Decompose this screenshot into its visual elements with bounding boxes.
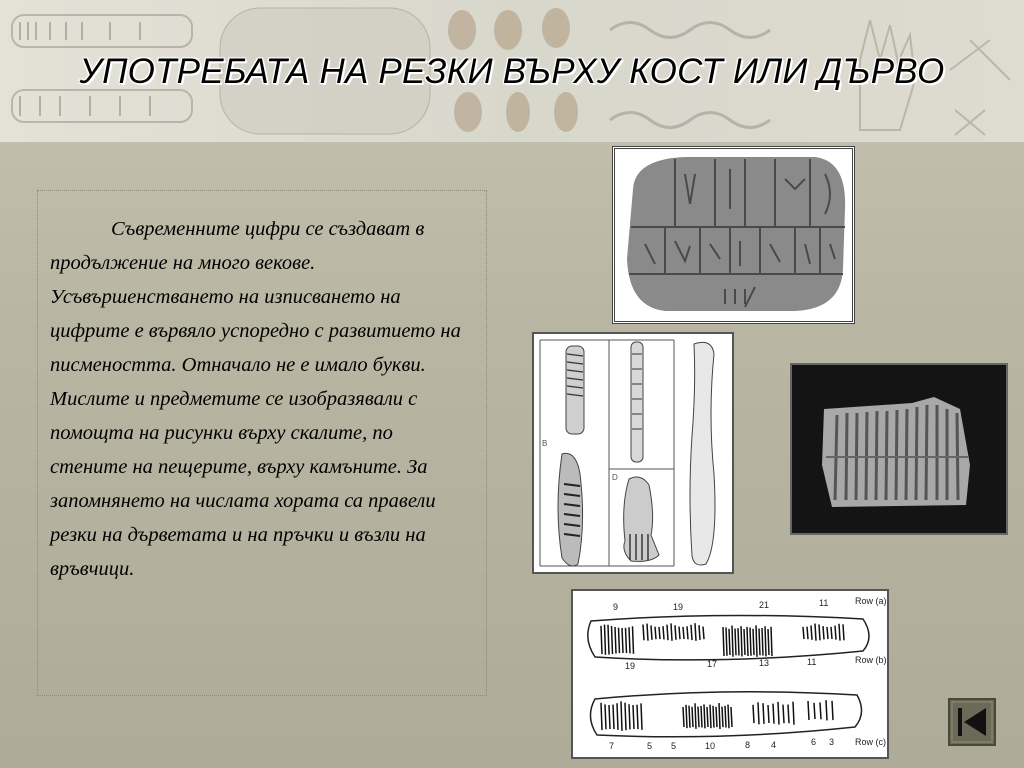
tally-mark <box>615 627 616 653</box>
row-b-number: 13 <box>759 658 770 668</box>
clay-tablet-image <box>612 146 855 324</box>
tally-mark <box>659 627 660 639</box>
tally-mark <box>687 626 688 639</box>
row-a-number: 21 <box>759 600 770 610</box>
tally-mark <box>710 705 711 729</box>
tally-mark <box>629 704 630 729</box>
row-c-number: 5 <box>647 741 653 751</box>
tally-mark <box>725 706 726 728</box>
tally-mark <box>699 625 700 640</box>
tally-mark <box>617 703 618 730</box>
tally-mark <box>823 626 824 639</box>
tally-mark <box>771 627 772 656</box>
tally-mark <box>741 626 742 656</box>
clay-tablet-drawing <box>615 149 852 321</box>
tally-mark <box>826 700 827 720</box>
tally-mark <box>637 705 638 730</box>
tally-mark <box>722 707 723 727</box>
tally-mark <box>831 627 832 639</box>
tally-mark <box>827 627 828 639</box>
tally-mark <box>835 626 836 640</box>
tally-mark <box>811 625 812 639</box>
tally-mark <box>750 628 751 656</box>
tally-mark <box>793 702 794 725</box>
tally-mark <box>707 707 708 727</box>
tally-mark <box>692 707 693 727</box>
tally-mark <box>815 624 816 641</box>
tally-mark <box>744 629 745 655</box>
tally-mark <box>729 629 730 655</box>
tally-mark <box>732 625 733 656</box>
tally-mark <box>621 701 622 731</box>
tally-mark <box>753 629 754 655</box>
tally-mark <box>807 627 808 639</box>
tally-mark <box>765 626 766 656</box>
tally-mark <box>675 625 676 640</box>
tally-mark <box>726 627 727 655</box>
first-slide-button[interactable] <box>948 698 996 746</box>
tally-mark <box>695 623 696 641</box>
tally-mark <box>608 625 609 655</box>
slide-title: УПОТРЕБАТА НА РЕЗКИ ВЪРХУ КОСТ ИЛИ ДЪРВО <box>79 52 945 91</box>
tally-mark <box>629 627 630 653</box>
tally-mark <box>683 707 684 727</box>
tally-mark <box>605 704 606 729</box>
tally-mark <box>759 629 760 656</box>
row-c-number: 7 <box>609 741 615 751</box>
row-c-number: 6 <box>811 737 817 747</box>
tally-mark <box>609 705 610 729</box>
tally-mark <box>612 626 613 654</box>
row-c-number: 4 <box>771 740 777 750</box>
tally-mark <box>788 705 789 724</box>
tally-mark <box>803 627 804 639</box>
tally-mark <box>703 627 704 640</box>
tally-mark <box>773 704 774 724</box>
tally-tablet-drawing <box>792 365 1006 533</box>
tally-mark <box>601 626 602 654</box>
tally-mark <box>728 705 729 729</box>
tally-mark <box>626 628 627 653</box>
row-b-number: 17 <box>707 659 718 669</box>
tally-mark <box>671 623 672 640</box>
tally-mark <box>768 629 769 655</box>
tally-mark <box>691 625 692 640</box>
tally-mark <box>605 625 606 655</box>
tally-mark <box>808 701 809 720</box>
tally-mark <box>723 627 724 656</box>
tally-mark <box>633 705 634 729</box>
tally-mark <box>625 703 626 730</box>
tally-tablet-photo <box>790 363 1008 535</box>
tally-mark <box>613 705 614 730</box>
row-c-number: 3 <box>829 737 835 747</box>
tally-mark <box>783 705 784 724</box>
bone-label-d: D <box>612 473 618 482</box>
tally-mark <box>820 703 821 720</box>
body-paragraph-text: Съвременните цифри се създават в продължение на много векове. Усъвършенстването на изписването на цифрите е вървяло успоредно с развитието на писмеността. Отначало не е имало букви. Мислите и предметите се изобразявали с помощта на рисунки върху скалите, по стените на пещерите, върху камъните. За запомнянето на числата хората са правели резки на дърветата и на пръчки и възли на връвчици. <box>50 218 461 580</box>
row-b-number: 11 <box>807 657 817 667</box>
row-b-number: 19 <box>625 661 636 671</box>
tally-mark <box>667 625 668 641</box>
row-a-label: Row (a) <box>855 596 887 606</box>
row-a-number: 11 <box>819 598 829 608</box>
first-slide-icon <box>950 700 994 744</box>
ishango-tally-figure <box>571 589 889 759</box>
tally-mark <box>719 703 720 729</box>
tally-mark <box>655 627 656 639</box>
row-c-number: 10 <box>705 741 716 751</box>
tally-mark <box>643 624 644 640</box>
tally-mark <box>619 628 620 653</box>
row-c-number: 5 <box>671 741 677 751</box>
tally-mark <box>843 624 844 640</box>
tally-mark <box>686 705 687 728</box>
tally-mark <box>756 625 757 657</box>
tally-mark <box>738 628 739 655</box>
row-c-label: Row (c) <box>855 737 886 747</box>
row-b-label: Row (b) <box>855 655 887 665</box>
tally-mark <box>778 702 779 725</box>
bone-label-b: B <box>542 439 548 448</box>
tally-mark <box>689 706 690 728</box>
tally-mark <box>713 706 714 728</box>
tally-mark <box>698 707 699 728</box>
tally-mark <box>641 703 642 729</box>
tally-mark <box>695 703 696 729</box>
tally-mark <box>701 706 702 728</box>
tally-mark <box>731 707 732 727</box>
tally-mark <box>651 625 652 639</box>
tally-mark <box>716 707 717 727</box>
tally-mark <box>753 705 754 723</box>
tally-mark <box>814 703 815 719</box>
tally-mark <box>663 626 664 639</box>
tally-mark <box>762 628 763 655</box>
tally-mark <box>763 703 764 724</box>
tally-mark <box>622 628 623 653</box>
tally-mark <box>633 626 634 654</box>
tally-mark <box>679 627 680 640</box>
row-a-number: 9 <box>613 602 619 612</box>
tally-mark <box>647 624 648 641</box>
tally-mark <box>735 628 736 655</box>
tally-mark <box>601 703 602 730</box>
ishango-drawing <box>573 591 887 757</box>
tally-mark <box>839 624 840 641</box>
row-c-number: 8 <box>745 740 751 750</box>
tally-mark <box>747 627 748 656</box>
body-paragraph <box>50 212 475 586</box>
bone-tally-sketches <box>532 332 734 574</box>
tally-mark <box>758 702 759 724</box>
row-a-number: 19 <box>673 602 684 612</box>
tally-mark <box>819 624 820 640</box>
tally-mark <box>683 627 684 639</box>
tally-mark <box>704 704 705 728</box>
bone-sketch-drawing <box>534 334 732 572</box>
tally-mark <box>832 701 833 720</box>
tally-mark <box>768 705 769 723</box>
